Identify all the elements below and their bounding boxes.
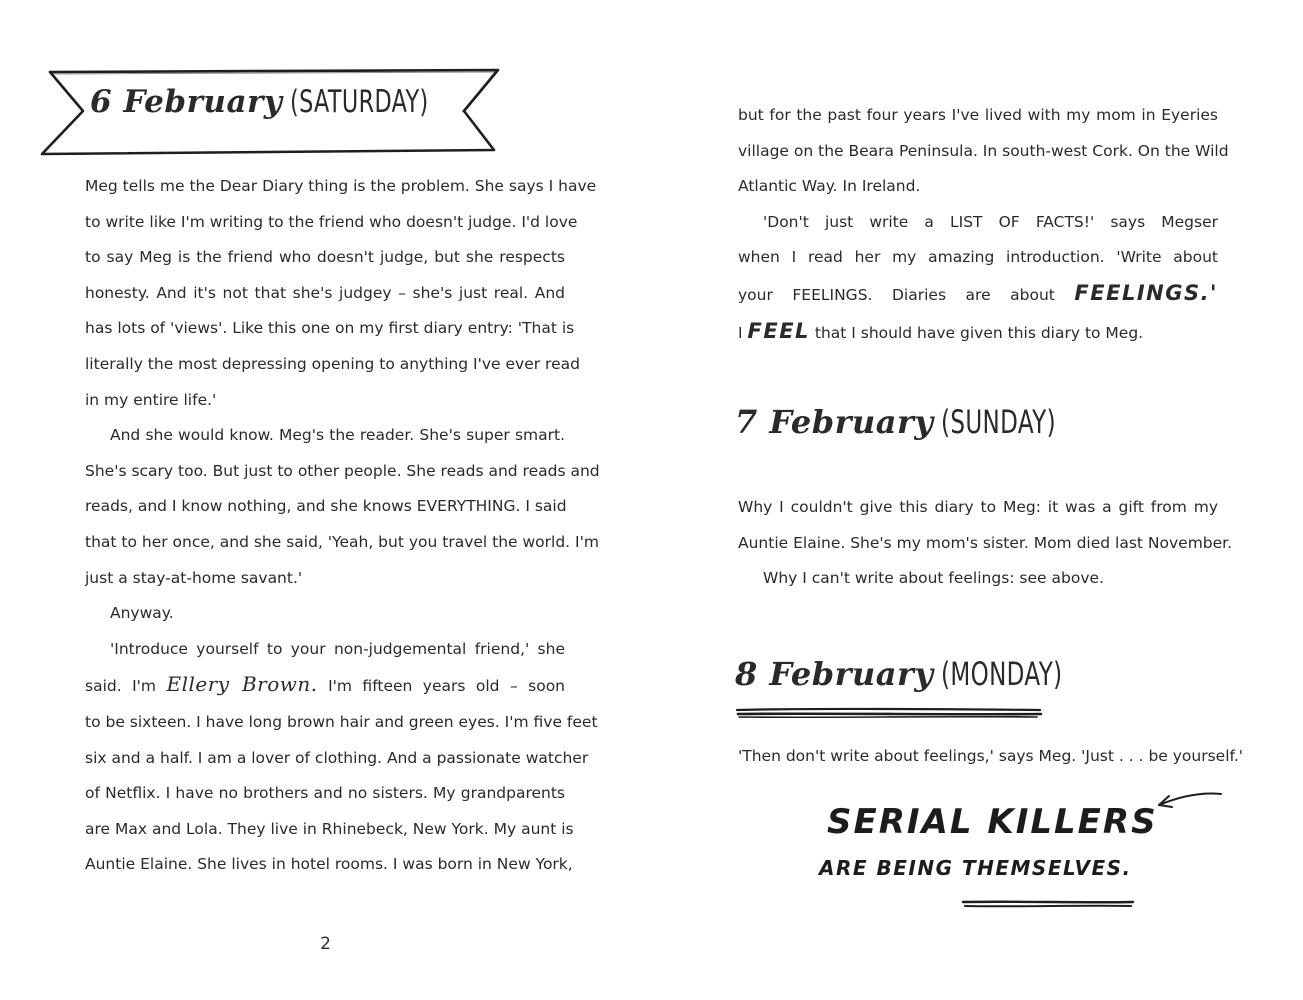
quote-line-1: SERIAL KILLERS [827,802,1158,842]
text-line: in my entire life.' [85,390,217,409]
text-fragment: I [738,323,743,342]
text-fragment: said. I'm [85,677,157,696]
heading-day: (MONDAY) [941,655,1063,693]
heading-8-february [735,655,1110,693]
diary-entry-7-february [738,490,1233,597]
text-line: village on the Beara Peninsula. In south-west Cork. On the Wild [738,141,1229,160]
text-fragment: that I should have given this diary to Meg. [814,323,1144,342]
heading-day: (SATURDAY) [290,84,429,120]
text-line: 'Introduce yourself to your non-judgemental friend,' she [110,639,565,658]
text-line: Meg tells me the Dear Diary thing is the problem. She says I have [85,177,597,195]
text-line-with-handwriting [738,276,1218,314]
handwritten-feelings: FEELINGS.' [1074,280,1218,305]
text-line: Auntie Elaine. She lives in hotel rooms. I was born in New York, [85,855,573,874]
heading-date: 7 February [735,403,934,441]
quote-line-2: ARE BEING THEMSELVES. [819,856,1132,880]
text-line: has lots of 'views'. Like this one on my first diary entry: 'That is [85,319,575,338]
text-line: 'Then don't write about feelings,' says Meg. 'Just . . . be yourself.' [738,747,1244,765]
text-line: Why I couldn't give this diary to Meg: it was a gift from my [738,498,1218,516]
text-fragment: I'm fifteen years old – soon [328,677,566,696]
text-line: when I read her my amazing introduction. 'Write about [738,248,1218,267]
handwritten-quote [801,790,1241,920]
arrow-icon [1151,790,1226,820]
text-fragment: your FEELINGS. Diaries are about [738,285,1055,304]
text-line: 'Don't just write a LIST OF FACTS!' says Megser [763,212,1218,231]
text-line: Why I can't write about feelings: see above. [763,569,1104,588]
text-line: are Max and Lola. They live in Rhinebeck, New York. My aunt is [85,819,574,838]
text-line: reads, and I know nothing, and she knows EVERYTHING. I said [85,497,567,516]
text-line: And she would know. Meg's the reader. She's super smart. [110,426,565,445]
text-line: Anyway. [110,604,174,623]
text-line: Atlantic Way. In Ireland. [738,177,921,196]
text-line: literally the most depressing opening to anything I've ever read [85,354,580,373]
heading-underline-scribble [735,706,1045,720]
handwritten-feel: FEEL [747,318,810,343]
heading-7-february [735,403,1101,441]
text-line: honesty. And it's not that she's judgey – she's just real. And [85,283,565,302]
left-page [0,0,651,1000]
diary-entry-8-february [738,739,1244,775]
text-line: just a stay-at-home savant.' [85,568,303,587]
heading-date: 8 February [735,655,934,693]
text-line: Auntie Elaine. She's my mom's sister. Mom died last November. [738,533,1233,552]
text-line: but for the past four years I've lived with my mom in Eyeries [738,106,1218,124]
right-page [651,0,1303,1000]
text-line-with-handwriting [738,314,1218,352]
diary-entry-text [85,169,600,883]
quote-underline-scribble [961,898,1136,910]
date-banner [38,68,503,158]
text-line: She's scary too. But just to other people. She reads and reads and [85,461,600,480]
heading-6-february [90,84,483,134]
diary-entry-continued [738,98,1229,351]
text-line: to be sixteen. I have long brown hair and green eyes. I'm five feet [85,712,598,731]
text-line: to write like I'm writing to the friend who doesn't judge. I'd love [85,212,578,231]
text-line: that to her once, and she said, 'Yeah, but you travel the world. I'm [85,532,599,551]
heading-date: 6 February [90,84,283,120]
text-line-with-name [85,667,565,705]
text-line: six and a half. I am a lover of clothing. And a passionate watcher [85,748,589,767]
page-number: 2 [320,934,331,954]
handwritten-name: Ellery Brown. [166,672,318,697]
heading-day: (SUNDAY) [941,403,1057,441]
text-line: to say Meg is the friend who doesn't judge, but she respects [85,248,565,267]
text-line: of Netflix. I have no brothers and no sisters. My grandparents [85,784,565,803]
